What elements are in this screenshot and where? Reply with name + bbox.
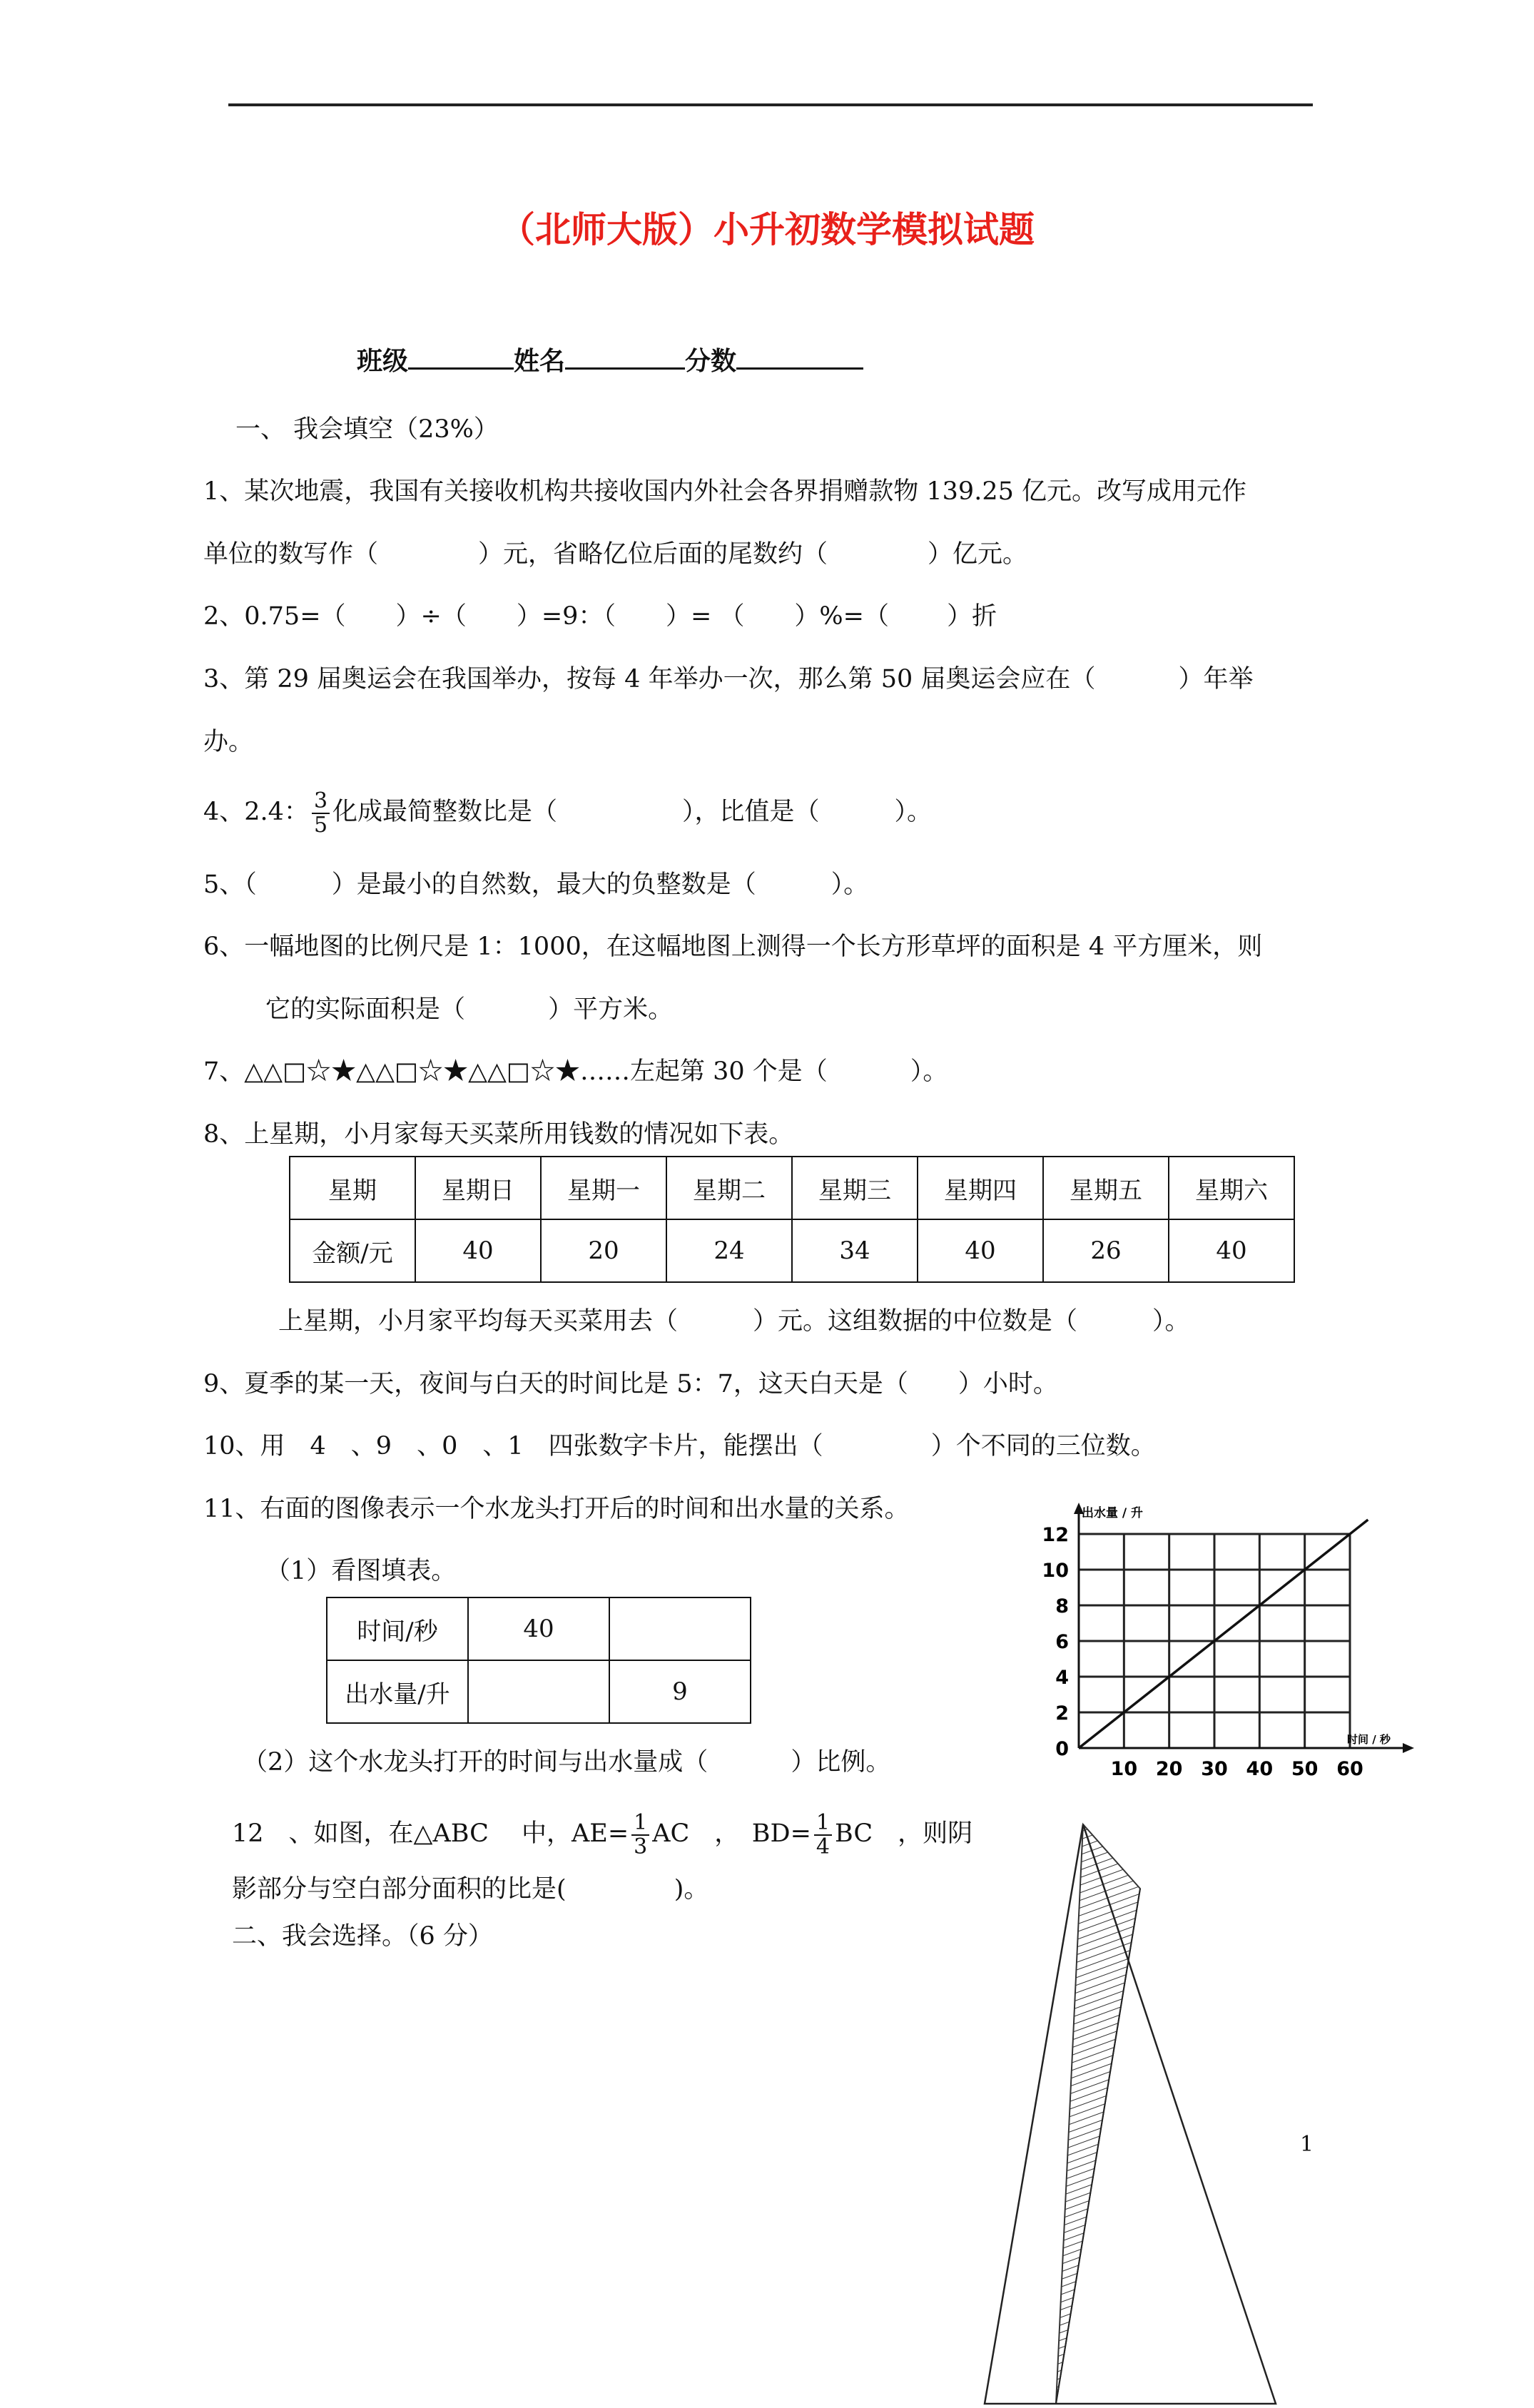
score-blank[interactable] (736, 342, 863, 370)
class-blank[interactable] (408, 342, 514, 370)
x-axis-arrow (1403, 1743, 1414, 1753)
table-cell: 星期二 (666, 1157, 792, 1219)
q7: 7、△△□☆★△△□☆★△△□☆★……左起第 30 个是（ ）。 (203, 1057, 948, 1086)
q12-fraction-bd-num: 1 (814, 1812, 832, 1836)
q3-line2: 办。 (203, 728, 254, 756)
table-cell: 26 (1043, 1219, 1169, 1282)
class-label: 班级 (357, 346, 409, 376)
table-cell: 星期 (290, 1157, 415, 1219)
q12-line2: 影部分与空白部分面积的比是( )。 (232, 1875, 709, 1904)
table-cell: 40 (1169, 1219, 1294, 1282)
y-tick-label: 0 (1055, 1738, 1069, 1760)
table-cell: 40 (415, 1219, 541, 1282)
q12-fraction-bd (814, 1809, 832, 1859)
table-cell: 星期四 (918, 1157, 1043, 1219)
q6-line2: 它的实际面积是（ ）平方米。 (265, 995, 674, 1024)
q11-sub2: （2）这个水龙头打开的时间与出水量成（ ）比例。 (243, 1748, 891, 1777)
student-info-line (357, 341, 863, 377)
q2: 2、0.75=（ ）÷（ ）=9：（ ）= （ ）%=（ ）折 (203, 602, 997, 631)
section-1-heading: 一、 我会填空（23%） (235, 415, 499, 444)
table-cell: 9 (609, 1660, 751, 1723)
q11-table (326, 1597, 751, 1724)
q8-intro: 8、上星期，小月家每天买菜所用钱数的情况如下表。 (203, 1120, 794, 1149)
page-number: 1 (1300, 2132, 1314, 2157)
table-cell: 24 (666, 1219, 792, 1282)
table-cell: 出水量/升 (327, 1660, 468, 1723)
q8-table (289, 1156, 1295, 1283)
q12-line1 (232, 1794, 972, 1873)
q12-part3: BC ，则阴 (835, 1819, 973, 1848)
q4-denominator: 5 (313, 812, 328, 838)
q4-prefix: 4、2.4： (203, 798, 309, 826)
y-tick-label: 12 (1042, 1524, 1069, 1546)
table-cell: 时间/秒 (327, 1597, 468, 1660)
x-tick-label: 30 (1201, 1758, 1228, 1780)
y-tick-label: 8 (1055, 1595, 1069, 1617)
y-tick-label: 2 (1055, 1702, 1069, 1724)
q12-fraction-ae (631, 1809, 649, 1859)
q1-line2: 单位的数写作（ ）元，省略亿位后面的尾数约（ ）亿元。 (203, 540, 1028, 569)
x-tick-label: 40 (1246, 1758, 1274, 1780)
table-row (290, 1219, 1294, 1282)
x-tick-label: 50 (1291, 1758, 1319, 1780)
page-title: （北师大版）小升初数学模拟试题 (499, 208, 1035, 250)
q4 (203, 776, 932, 848)
table-cell: 星期五 (1043, 1157, 1169, 1219)
q8-follow: 上星期，小月家平均每天买菜用去（ ）元。这组数据的中位数是（ ）。 (278, 1307, 1190, 1336)
name-label: 姓名 (514, 346, 566, 376)
q3-line1: 3、第 29 届奥运会在我国举办，按每 4 年举办一次，那么第 50 届奥运会应在（ ）年举 (203, 665, 1254, 694)
table-cell: 金额/元 (290, 1219, 415, 1282)
x-tick-label: 10 (1110, 1758, 1138, 1780)
q9: 9、夏季的某一天，夜间与白天的时间比是 5：7，这天白天是（ ）小时。 (203, 1370, 1058, 1398)
q11-sub1: （1）看图填表。 (265, 1557, 457, 1585)
table-row (327, 1597, 751, 1660)
table-cell: 星期六 (1169, 1157, 1294, 1219)
table-cell: 20 (541, 1219, 666, 1282)
q12-fraction-ae-num: 1 (631, 1812, 649, 1836)
y-tick-label: 10 (1042, 1560, 1069, 1582)
name-blank[interactable] (565, 342, 685, 370)
y-tick-label: 6 (1055, 1631, 1069, 1653)
q4-suffix: 化成最简整数比是（ ），比值是（ ）。 (332, 798, 933, 826)
table-cell: 星期三 (792, 1157, 918, 1219)
q4-fraction (312, 790, 330, 837)
y-axis-label: 出水量 / 升 (1082, 1506, 1144, 1520)
table-row (327, 1660, 751, 1723)
table-cell (609, 1597, 751, 1660)
q11: 11、右面的图像表示一个水龙头打开后的时间和出水量的关系。 (203, 1495, 910, 1523)
q1-line1: 1、某次地震，我国有关接收机构共接收国内外社会各界捐赠款物 139.25 亿元。改写成用元作 (203, 477, 1246, 506)
q12-part1: 12 、如图，在△ABC 中，AE= (232, 1819, 629, 1848)
q12-fraction-bd-den: 4 (816, 1834, 831, 1859)
table-cell: 34 (792, 1219, 918, 1282)
table-cell: 星期日 (415, 1157, 541, 1219)
table-cell: 星期一 (541, 1157, 666, 1219)
q12-fraction-ae-den: 3 (634, 1834, 648, 1859)
q6-line1: 6、一幅地图的比例尺是 1：1000，在这幅地图上测得一个长方形草坪的面积是 4 平方厘米，则 (203, 933, 1263, 961)
x-tick-label: 60 (1336, 1758, 1363, 1780)
q12-part2: AC ， BD= (652, 1819, 811, 1848)
q10: 10、用 4 、9 、0 、1 四张数字卡片，能摆出（ ）个不同的三位数。 (203, 1432, 1156, 1460)
y-tick-label: 4 (1055, 1667, 1069, 1689)
table-row (290, 1157, 1294, 1219)
score-label: 分数 (685, 346, 737, 376)
series-line (1079, 1520, 1368, 1748)
header-rule (228, 103, 1313, 106)
x-axis-label: 时间 / 秒 (1347, 1733, 1391, 1746)
q5: 5、（ ）是最小的自然数，最大的负整数是（ ）。 (203, 870, 869, 899)
q4-numerator: 3 (312, 790, 330, 814)
table-cell: 40 (918, 1219, 1043, 1282)
table-cell (468, 1660, 609, 1723)
triangle-abc-figure (977, 1816, 1284, 2408)
water-flow-chart (1020, 1498, 1420, 1784)
section-2-heading: 二、我会选择。（6 分） (232, 1922, 493, 1951)
x-tick-label: 20 (1155, 1758, 1183, 1780)
table-cell: 40 (468, 1597, 609, 1660)
